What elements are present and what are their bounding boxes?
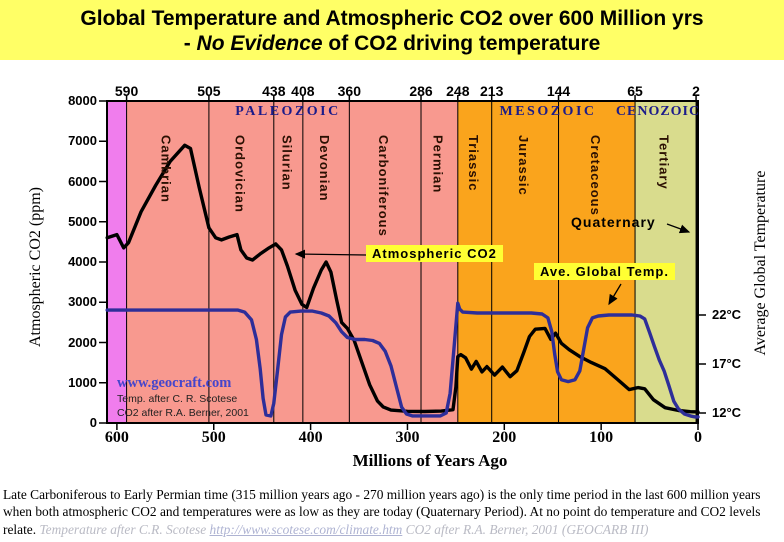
band-mesozoic [458,101,635,423]
scotese-link[interactable]: http://www.scotese.com/climate.htm [209,521,403,537]
left-tick-1000: 1000 [68,374,97,390]
watermark-geocraft: www.geocraft.com [117,375,232,391]
era-label-paleozoic: PALEOZOIC [235,104,341,119]
caption [3,486,781,538]
bottom-tick-300: 300 [395,429,420,446]
caption-credit: Temperature after C.R. Scotese http://www.scotese.com/climate.htm CO2 after R.A. Berner, 2001 (GEOCARB III) [39,521,649,537]
left-tick-4000: 4000 [68,254,97,269]
left-tick-7000: 7000 [68,133,97,149]
era-label-cenozoic: CENOZOIC [615,104,701,119]
top-tick-360: 360 [337,83,362,99]
top-tick-144: 144 [546,83,571,99]
top-tick-505: 505 [197,83,221,99]
era-label-mesozoic: MESOZOIC [499,104,597,119]
bottom-tick-0: 0 [694,429,702,446]
bottom-tick-200: 200 [492,429,517,446]
top-tick-408: 408 [291,83,315,99]
period-label-ordovician: Ordovician [232,135,248,213]
top-tick-213: 213 [480,83,504,99]
quaternary-label: Quaternary [571,214,656,230]
right-tick-17: 17°C [712,356,742,371]
bottom-tick-100: 100 [589,429,614,446]
left-tick-2000: 2000 [68,334,97,350]
period-label-silurian: Silurian [279,135,295,191]
y-axis-title-co2: Atmospheric CO2 (ppm) [27,187,44,347]
left-tick-6000: 6000 [68,173,97,189]
bottom-tick-600: 600 [104,429,129,446]
top-tick-590: 590 [114,83,139,99]
top-tick-438: 438 [262,83,286,99]
left-tick-8000: 8000 [68,93,97,108]
page-title-line2: - No Evidence of CO2 driving temperature [183,32,601,55]
top-tick-65: 65 [627,83,643,99]
left-tick-5000: 5000 [68,213,97,229]
left-tick-3000: 3000 [68,294,97,310]
period-label-cretaceous: Cretaceous [587,135,603,216]
period-label-permian: Permian [430,135,446,194]
top-tick-248: 248 [446,83,470,99]
period-label-devonian: Devonian [317,135,333,202]
period-label-triassic: Triassic [465,135,481,192]
temp-series-label: Ave. Global Temp. [534,263,675,280]
bottom-tick-500: 500 [201,429,226,446]
page-title-line1: Global Temperature and Atmospheric CO2 over 600 Million yrs [80,7,704,30]
period-label-cambrian: Cambrian [158,135,174,203]
period-label-carboniferous: Carboniferous [376,135,392,237]
period-label-tertiary: Tertiary [656,135,672,190]
credit-co2-source: CO2 after R.A. Berner, 2001 [117,407,249,419]
co2-series-label: Atmospheric CO2 [366,245,503,262]
period-label-jurassic: Jurassic [516,135,532,196]
title-italic-phrase: No Evidence [196,32,323,55]
caption-text: Late Carboniferous to Early Permian time (315 million years ago - 270 million years ago) is the only time period in the last 600 million years when both atmospheric CO2 and temperatures were as low as they are today (Quaternary Period). At no point do temperature and CO2 levels relate. [3,487,761,537]
top-tick-286: 286 [409,83,433,99]
right-tick-12: 12°C [712,405,742,420]
right-tick-22: 22°C [712,307,742,322]
credit-temp-source: Temp. after C. R. Scotese [117,393,238,405]
left-tick-0: 0 [89,415,97,430]
x-axis-title: Millions of Years Ago [352,451,508,470]
top-tick-2: 2 [692,83,700,99]
y-axis-title-temperature: Average Global Temperature [752,170,769,356]
bottom-tick-400: 400 [298,429,323,446]
